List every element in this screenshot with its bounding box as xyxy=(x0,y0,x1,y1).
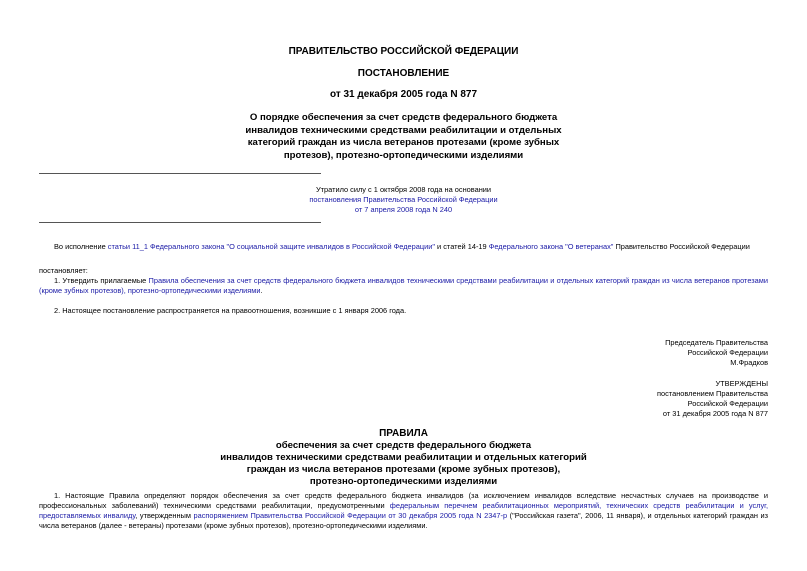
item1-suffix: . xyxy=(260,286,263,295)
preamble-middle: и статей 14-19 xyxy=(434,242,489,251)
doc-date: от 31 декабря 2005 года N 877 xyxy=(329,89,478,100)
disability-law-link[interactable]: статьи 11_1 Федерального закона "О социальной защите инвалидов в Российской Федерации" xyxy=(107,242,435,251)
document-title xyxy=(0,112,807,162)
validity-source-link-line1[interactable]: постановления Правительства Российской Федерации xyxy=(309,195,498,204)
decrees-word: постановляет: xyxy=(39,266,88,275)
title-line: О порядке обеспечения за счет средств федерального бюджета xyxy=(249,112,558,123)
signature-line: Российской Федерации xyxy=(687,348,768,357)
approval-line: Российской Федерации xyxy=(687,399,768,408)
decree-item-2: 2. Настоящее постановление распространяется на правоотношения, возникшие с 1 января 2006 года. xyxy=(54,306,407,315)
rules-item1-text: , утвержденным xyxy=(135,511,194,520)
rules-item1-text: 1. Настоящие Правила определяют порядок обеспечения за счет средств федерального бюджета инвалидов (за исключением инвалидов вследствие несчастных случаев на производстве и профессиональных заболеваний) техническими средствами реабилитации, предусмотренными xyxy=(39,491,768,510)
rules-subtitle-line: инвалидов техническими средствами реабилитации и отдельных категорий xyxy=(220,452,587,463)
validity-note xyxy=(0,185,807,215)
rules-item1-text: ("Российская газета", 2006, 11 января), и отдельных категорий граждан из числа ветеранов (далее - ветераны) протезами (кроме зубных протезов), протезно-ортопедическими изделиями. xyxy=(39,511,768,530)
preamble-prefix: Во исполнение xyxy=(54,242,108,251)
government-order-link[interactable]: распоряжением Правительства Российской Федерации от 30 декабря 2005 года N 2347-р xyxy=(193,511,508,520)
rules-item-1 xyxy=(39,491,768,531)
bottom-rule xyxy=(39,222,321,223)
approval-line: от 31 декабря 2005 года N 877 xyxy=(662,409,768,418)
doc-type-heading: ПОСТАНОВЛЕНИЕ xyxy=(357,68,450,79)
federal-list-link[interactable]: федеральным перечнем реабилитационных мероприятий, технических средств реабилитации и услуг, предоставляемых инвалиду xyxy=(39,501,769,520)
preamble-suffix: Правительство Российской Федерации xyxy=(613,242,750,251)
item1-prefix: 1. Утвердить прилагаемые xyxy=(54,276,149,285)
top-rule xyxy=(39,173,321,174)
rules-subtitle xyxy=(0,440,807,488)
rules-title: ПРАВИЛА xyxy=(379,428,428,439)
rules-link[interactable]: Правила обеспечения за счет средств федерального бюджета инвалидов техническими средствами реабилитации и отдельных категорий граждан из числа ветеранов протезами (кроме зубных протезов), протезно-ортопедическими изделиями xyxy=(39,276,768,295)
preamble-paragraph xyxy=(54,242,774,252)
rules-subtitle-line: обеспечения за счет средств федерального бюджета xyxy=(275,440,532,451)
title-line: инвалидов техническими средствами реабилитации и отдельных xyxy=(245,124,562,136)
validity-note-line: Утратило силу с 1 октября 2008 года на основании xyxy=(315,185,492,194)
validity-source-link-line2[interactable]: от 7 апреля 2008 года N 240 xyxy=(354,205,453,214)
approval-line: УТВЕРЖДЕНЫ xyxy=(715,379,768,388)
signature-block xyxy=(665,338,768,368)
title-line: категорий граждан из числа ветеранов протезами (кроме зубных xyxy=(247,137,560,148)
signature-name: М.Фрадков xyxy=(730,358,768,367)
government-heading: ПРАВИТЕЛЬСТВО РОССИЙСКОЙ ФЕДЕРАЦИИ xyxy=(288,46,519,57)
signature-line: Председатель Правительства xyxy=(665,338,768,347)
approval-block xyxy=(657,379,768,419)
approval-line: постановлением Правительства xyxy=(657,389,768,398)
veterans-law-link[interactable]: Федерального закона "О ветеранах" xyxy=(488,242,614,251)
rules-subtitle-line: протезно-ортопедическими изделиями xyxy=(309,476,498,487)
title-line: протезов), протезно-ортопедическими изделиями xyxy=(283,149,524,161)
rules-subtitle-line: граждан из числа ветеранов протезами (кроме зубных протезов), xyxy=(246,464,561,475)
decree-item-1 xyxy=(39,276,768,296)
